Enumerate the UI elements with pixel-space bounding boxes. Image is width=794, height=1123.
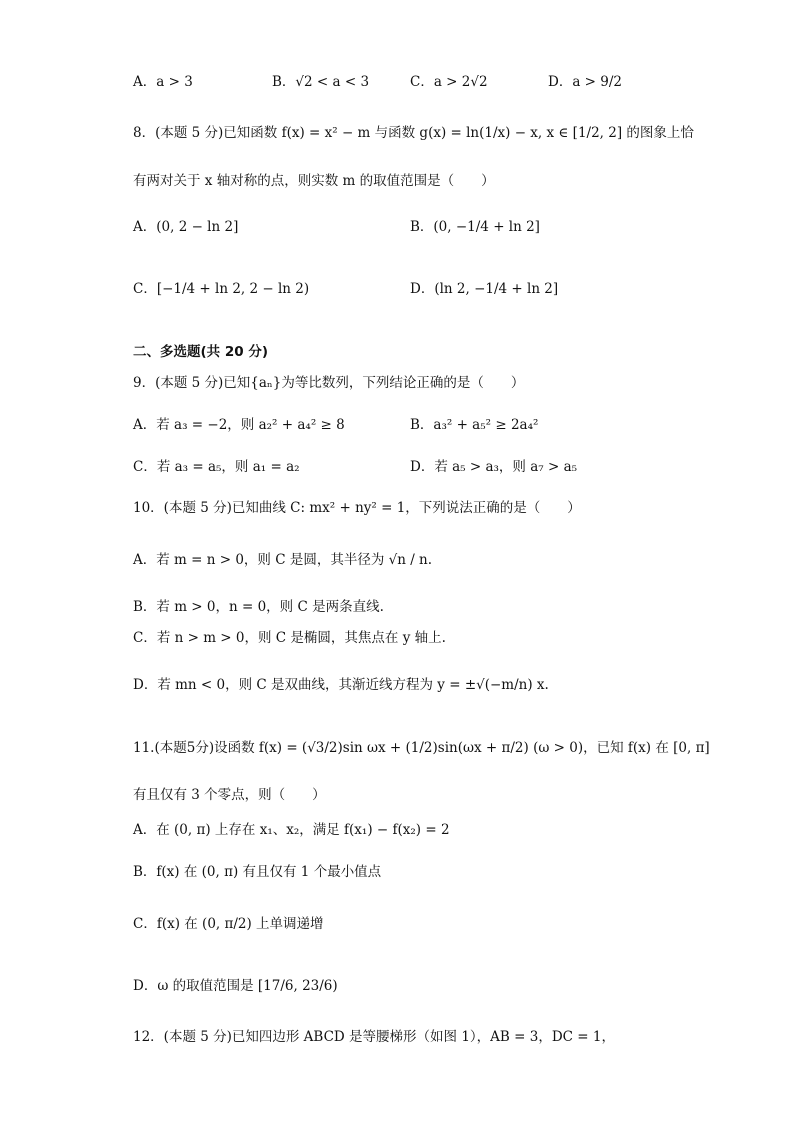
q7-option-a: A．a > 3 — [133, 74, 193, 90]
q10-option-c: C．若 n > m > 0，则 C 是椭圆，其焦点在 y 轴上. — [133, 630, 446, 646]
q7-option-c: C．a > 2√2 — [410, 74, 488, 90]
q7-option-b: B．√2 < a < 3 — [272, 74, 370, 90]
q8-stem-line1: 8．(本题 5 分)已知函数 f(x) = x² − m 与函数 g(x) = ln(1/x) − x, x ∈ [1/2, 2] 的图象上恰 — [133, 125, 694, 141]
q9-option-b: B．a₃² + a₅² ≥ 2a₄² — [410, 417, 539, 433]
q9-stem: 9．(本题 5 分)已知{aₙ}为等比数列，下列结论正确的是（ ） — [133, 375, 525, 391]
q7-option-d: D．a > 9/2 — [548, 74, 622, 90]
q8-option-b: B．(0, −1/4 + ln 2] — [410, 219, 540, 235]
q8-option-c: C．[−1/4 + ln 2, 2 − ln 2) — [133, 281, 310, 297]
q10-option-a: A．若 m = n > 0，则 C 是圆，其半径为 √n / n. — [133, 552, 433, 568]
q10-stem: 10．(本题 5 分)已知曲线 C: mx² + ny² = 1，下列说法正确的是（ ） — [133, 500, 581, 516]
q11-option-c: C．f(x) 在 (0, π/2) 上单调递增 — [133, 916, 324, 932]
q8-option-a: A．(0, 2 − ln 2] — [133, 219, 239, 235]
q8-option-d: D．(ln 2, −1/4 + ln 2] — [410, 281, 559, 297]
q11-stem-line1: 11.(本题5分)设函数 f(x) = (√3/2)sin ωx + (1/2)sin(ωx + π/2) (ω > 0)，已知 f(x) 在 [0, π] — [133, 740, 710, 756]
q12-stem: 12．(本题 5 分)已知四边形 ABCD 是等腰梯形（如图 1），AB = 3，DC = 1， — [133, 1029, 615, 1045]
q10-option-b: B．若 m > 0，n = 0，则 C 是两条直线. — [133, 599, 384, 615]
q8-stem-line2: 有两对关于 x 轴对称的点，则实数 m 的取值范围是（ ） — [133, 173, 495, 189]
q9-option-d: D．若 a₅ > a₃，则 a₇ > a₅ — [410, 459, 578, 475]
q11-option-d: D．ω 的取值范围是 [17/6, 23/6) — [133, 978, 338, 994]
q9-option-c: C．若 a₃ = a₅，则 a₁ = a₂ — [133, 459, 300, 475]
q11-option-a: A．在 (0, π) 上存在 x₁、x₂，满足 f(x₁) − f(x₂) = 2 — [133, 822, 450, 838]
section-heading: 二、多选题(共 20 分) — [133, 344, 269, 360]
q11-option-b: B．f(x) 在 (0, π) 有且仅有 1 个最小值点 — [133, 864, 382, 880]
q11-stem-line2: 有且仅有 3 个零点，则（ ） — [133, 787, 326, 803]
q10-option-d: D．若 mn < 0，则 C 是双曲线，其渐近线方程为 y = ±√(−m/n) x. — [133, 677, 549, 693]
q9-option-a: A．若 a₃ = −2，则 a₂² + a₄² ≥ 8 — [133, 417, 345, 433]
